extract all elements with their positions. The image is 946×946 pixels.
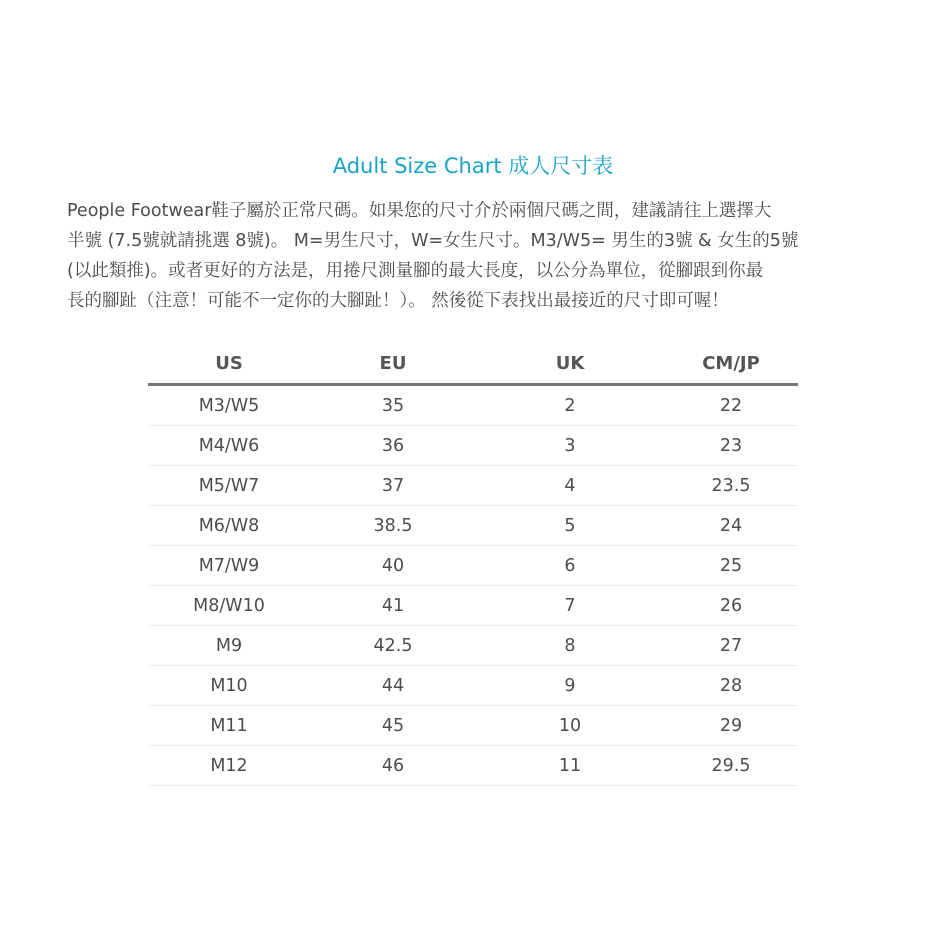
table-header-row (148, 343, 798, 385)
header-uk: UK (476, 343, 664, 385)
cell-us: M4/W6 (148, 426, 310, 466)
cell-cm-jp: 27 (664, 626, 798, 666)
cell-us: M8/W10 (148, 586, 310, 626)
cell-us: M6/W8 (148, 506, 310, 546)
table-row (148, 626, 798, 666)
cell-uk: 6 (476, 546, 664, 586)
table-row (148, 506, 798, 546)
cell-cm-jp: 29 (664, 706, 798, 746)
cell-eu: 35 (310, 385, 476, 426)
cell-eu: 36 (310, 426, 476, 466)
cell-cm-jp: 24 (664, 506, 798, 546)
table-row (148, 385, 798, 426)
cell-cm-jp: 23.5 (664, 466, 798, 506)
size-description (67, 196, 879, 316)
table-row (148, 586, 798, 626)
cell-us: M9 (148, 626, 310, 666)
table-row (148, 706, 798, 746)
description-line: People Footwear鞋子屬於正常尺碼。如果您的尺寸介於兩個尺碼之間，建議請往上選擇大 (67, 201, 772, 221)
header-cm-jp: CM/JP (664, 343, 798, 385)
cell-cm-jp: 22 (664, 385, 798, 426)
cell-us: M7/W9 (148, 546, 310, 586)
cell-uk: 4 (476, 466, 664, 506)
header-us: US (148, 343, 310, 385)
cell-cm-jp: 26 (664, 586, 798, 626)
cell-uk: 9 (476, 666, 664, 706)
cell-eu: 46 (310, 746, 476, 786)
cell-eu: 38.5 (310, 506, 476, 546)
cell-cm-jp: 29.5 (664, 746, 798, 786)
table-row (148, 466, 798, 506)
size-table (148, 343, 798, 786)
description-line: 半號 (7.5號就請挑選 8號)。 M=男生尺寸，W=女生尺寸。M3/W5= 男生的3號 & 女生的5號 (67, 231, 799, 251)
cell-eu: 40 (310, 546, 476, 586)
table-row (148, 666, 798, 706)
cell-uk: 3 (476, 426, 664, 466)
cell-eu: 45 (310, 706, 476, 746)
cell-eu: 41 (310, 586, 476, 626)
cell-us: M11 (148, 706, 310, 746)
cell-uk: 10 (476, 706, 664, 746)
cell-eu: 42.5 (310, 626, 476, 666)
cell-us: M12 (148, 746, 310, 786)
cell-uk: 2 (476, 385, 664, 426)
table-body (148, 385, 798, 786)
cell-eu: 37 (310, 466, 476, 506)
cell-uk: 11 (476, 746, 664, 786)
cell-cm-jp: 25 (664, 546, 798, 586)
cell-uk: 5 (476, 506, 664, 546)
cell-us: M3/W5 (148, 385, 310, 426)
cell-us: M10 (148, 666, 310, 706)
cell-eu: 44 (310, 666, 476, 706)
cell-cm-jp: 23 (664, 426, 798, 466)
table-row (148, 426, 798, 466)
table-row (148, 746, 798, 786)
table-row (148, 546, 798, 586)
cell-us: M5/W7 (148, 466, 310, 506)
description-line: (以此類推)。或者更好的方法是，用捲尺測量腳的最大長度，以公分為單位，從腳跟到你最 (67, 261, 764, 281)
cell-uk: 7 (476, 586, 664, 626)
cell-cm-jp: 28 (664, 666, 798, 706)
description-line: 長的腳趾（注意！可能不一定你的大腳趾！）。 然後從下表找出最接近的尺寸即可喔！ (67, 291, 729, 311)
header-eu: EU (310, 343, 476, 385)
page-title: Adult Size Chart 成人尺寸表 (332, 154, 614, 178)
cell-uk: 8 (476, 626, 664, 666)
